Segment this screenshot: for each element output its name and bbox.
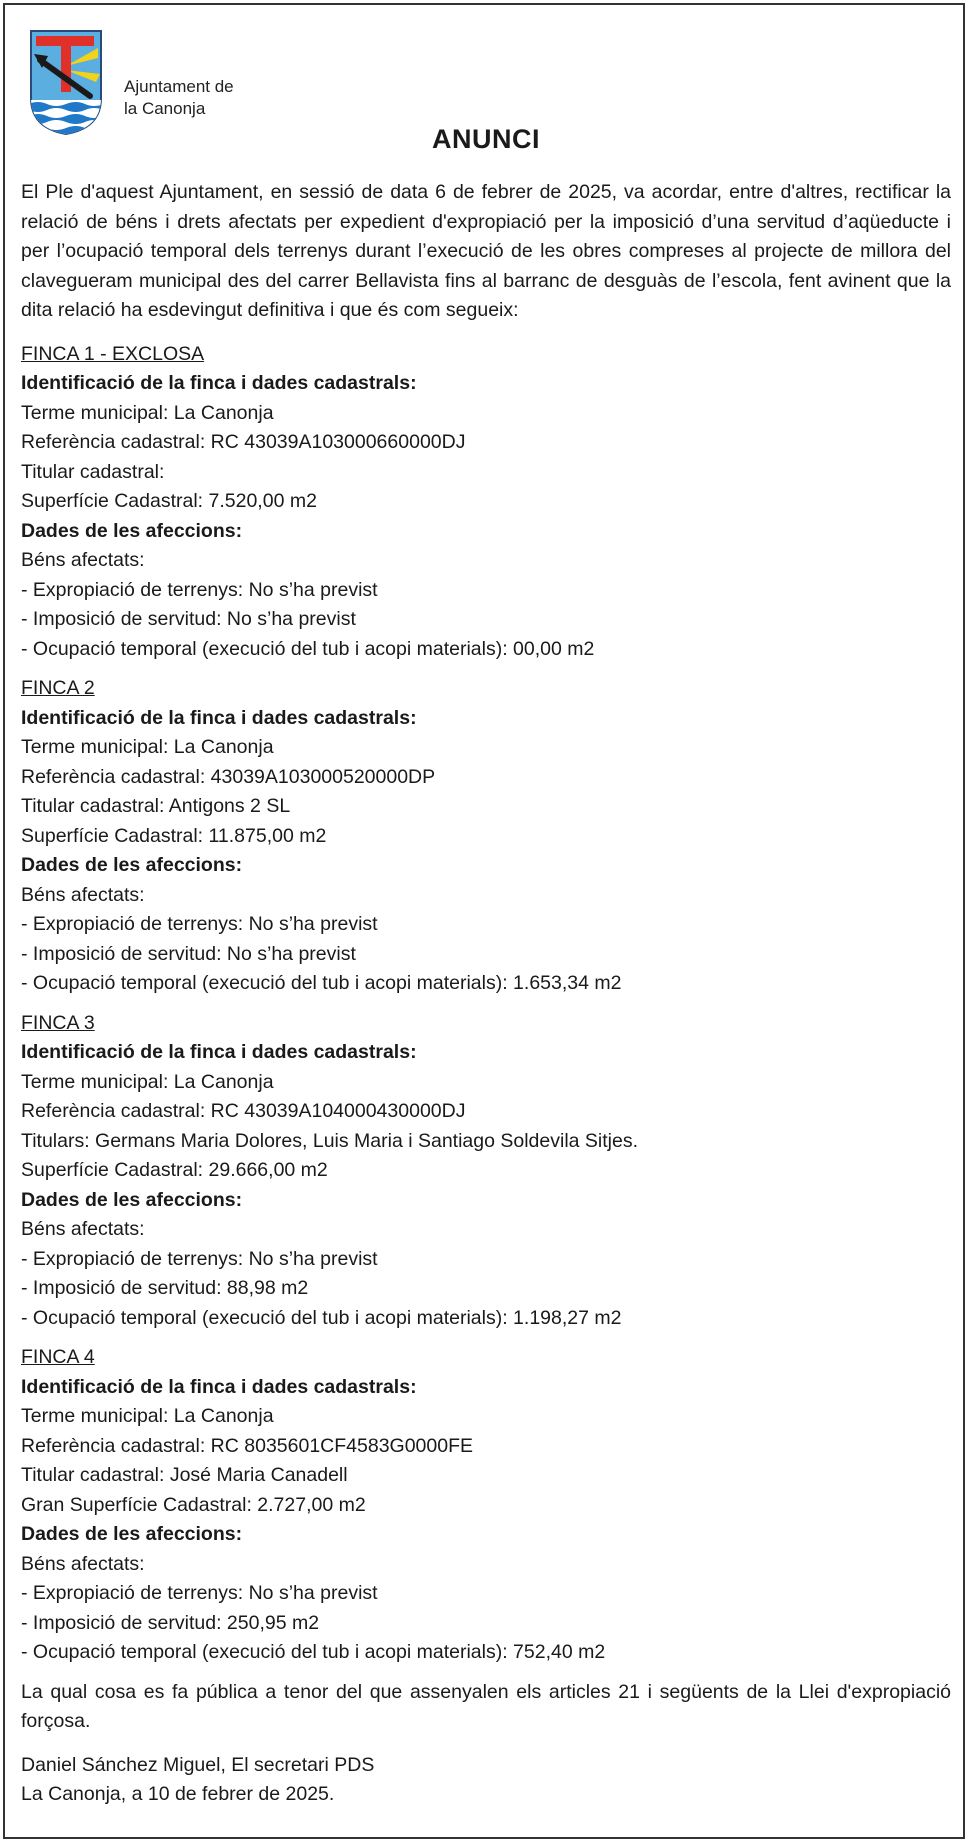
municipality: Terme municipal: La Canonja [21,736,274,758]
affections-heading: Dades de les afeccions: [21,519,243,542]
expropriation-item: - Expropiació de terrenys: No s’ha previst [21,1582,378,1604]
cadastral-area: Gran Superfície Cadastral: 2.727,00 m2 [21,1493,366,1516]
finca-2 [21,674,951,999]
temporary-occupation-item: - Ocupació temporal (execució del tub i acopi materials): 1.653,34 m2 [21,972,622,994]
org-name-line-2: la Canonja [124,99,206,118]
cadastral-owner: Titular cadastral: Antigons 2 SL [21,795,291,817]
document-body [21,178,951,1810]
cadastral-reference: Referència cadastral: 43039A103000520000DP [21,765,436,788]
organization-name [124,76,234,120]
affected-assets: Béns afectats: [21,1218,145,1240]
servitude-item: - Imposició de servitud: 88,98 m2 [21,1277,309,1299]
affected-assets: Béns afectats: [21,883,145,906]
signature-block [21,1751,951,1810]
closing-paragraph: La qual cosa es fa pública a tenor del que assenyalen els articles 21 i següents de la Llei d'expropiació forçosa. [21,1680,951,1732]
cadastral-area: Superfície Cadastral: 11.875,00 m2 [21,824,327,847]
finca-1 [21,340,951,665]
signer: Daniel Sánchez Miguel, El secretari PDS [21,1753,375,1776]
org-name-line-1: Ajuntament de [124,77,234,96]
expropriation-item: - Expropiació de terrenys: No s’ha previst [21,1247,378,1270]
servitude-item: - Imposició de servitud: No s’ha previst [21,608,356,630]
temporary-occupation-item: - Ocupació temporal (execució del tub i acopi materials): 00,00 m2 [21,637,595,660]
finca-title: FINCA 4 [21,1346,95,1368]
cadastral-owner: Titulars: Germans Maria Dolores, Luis Maria i Santiago Soldevila Sitjes. [21,1129,639,1152]
header [28,28,428,138]
identification-heading: Identificació de la finca i dades cadastrals: [21,1041,417,1063]
intro-paragraph: El Ple d'aquest Ajuntament, en sessió de data 6 de febrer de 2025, va acordar, entre d'altres, rectificar la relació de béns i drets afectats per expedient d'expropiació per la imposició d’una servitud d’aqüeducte i per l’ocupació temporal dels terrenys durant l’execució de les obres compreses al projecte de millora del clavegueram municipal des del carrer Bellavista fins al barranc de desguàs de l’escola, fent avinent que la dita relació ha esdevingut definitiva i que és com segueix: [21,181,951,321]
affected-assets: Béns afectats: [21,1552,145,1575]
place-date: La Canonja, a 10 de febrer de 2025. [21,1783,335,1805]
cadastral-area: Superfície Cadastral: 7.520,00 m2 [21,490,317,512]
temporary-occupation-item: - Ocupació temporal (execució del tub i acopi materials): 1.198,27 m2 [21,1306,622,1329]
cadastral-reference: Referència cadastral: RC 8035601CF4583G0000FE [21,1434,474,1457]
affections-heading: Dades de les afeccions: [21,1188,243,1211]
canonja-coat-of-arms-icon [28,28,104,136]
page-title: ANUNCI [432,124,540,154]
municipality: Terme municipal: La Canonja [21,1070,274,1093]
cadastral-reference: Referència cadastral: RC 43039A103000660000DJ [21,431,466,453]
affections-heading: Dades de les afeccions: [21,854,243,876]
municipality: Terme municipal: La Canonja [21,1405,274,1427]
affected-assets: Béns afectats: [21,549,145,571]
identification-heading: Identificació de la finca i dades cadastrals: [21,372,417,394]
cadastral-owner: Titular cadastral: [21,460,165,483]
finca-title: FINCA 2 [21,677,95,699]
expropriation-item: - Expropiació de terrenys: No s’ha previst [21,578,378,601]
identification-heading: Identificació de la finca i dades cadastrals: [21,706,417,729]
cadastral-reference: Referència cadastral: RC 43039A104000430000DJ [21,1100,466,1122]
servitude-item: - Imposició de servitud: No s’ha previst [21,942,356,965]
cadastral-area: Superfície Cadastral: 29.666,00 m2 [21,1159,328,1181]
finca-title: FINCA 1 - EXCLOSA [21,342,205,365]
temporary-occupation-item: - Ocupació temporal (execució del tub i acopi materials): 752,40 m2 [21,1641,606,1663]
cadastral-owner: Titular cadastral: José Maria Canadell [21,1464,348,1486]
affections-heading: Dades de les afeccions: [21,1523,243,1545]
finca-4 [21,1343,951,1668]
finca-title: FINCA 3 [21,1011,95,1034]
municipality: Terme municipal: La Canonja [21,401,274,424]
identification-heading: Identificació de la finca i dades cadastrals: [21,1375,417,1398]
servitude-item: - Imposició de servitud: 250,95 m2 [21,1611,320,1634]
expropriation-item: - Expropiació de terrenys: No s’ha previst [21,913,378,935]
finca-3 [21,1009,951,1334]
